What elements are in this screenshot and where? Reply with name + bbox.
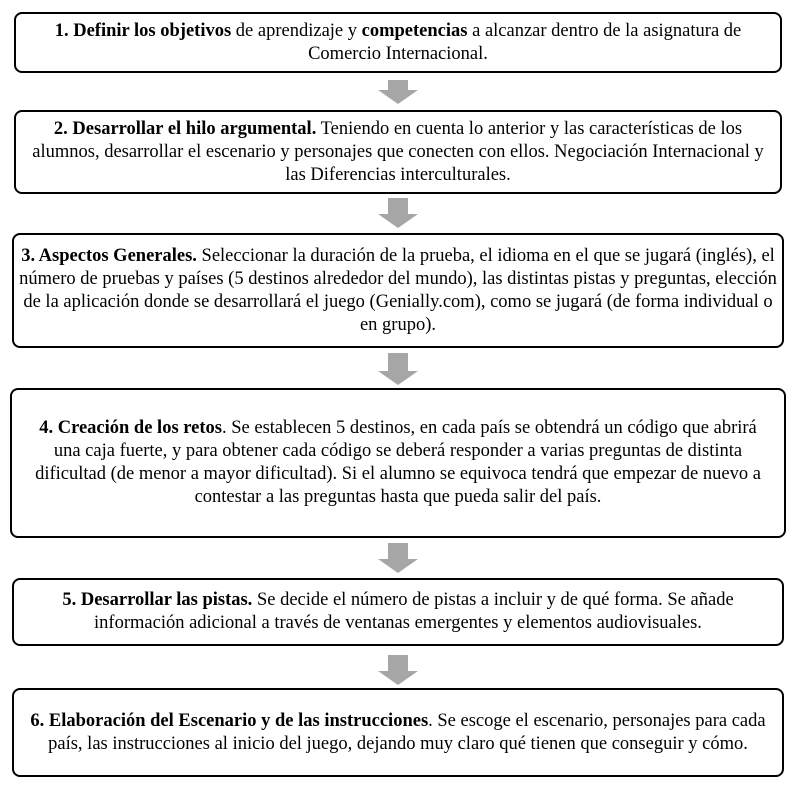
step-5-title: 5. Desarrollar las pistas. xyxy=(62,590,253,610)
step-5-body: Se decide el número de pistas a incluir y de qué forma. Se añade información adicional a través de ventanas emergentes y elementos audiovisuales. xyxy=(94,590,734,633)
step-4-body: . Se establecen 5 destinos, en cada país se obtendrá un código que abrirá una caja fuerte, y para obtener cada código se deberá responder a varias preguntas de distinta dificultad (de menor a mayor dificultad). Si el alumno se equivoca tendrá que empezar de nuevo a contestar a las preguntas hasta que pueda salir del país. xyxy=(35,418,761,507)
step-4-text xyxy=(32,417,764,509)
step-2-text xyxy=(24,118,772,187)
step-1-title: 1. Definir los objetivos xyxy=(54,20,232,41)
step-6-title: 6. Elaboración del Escenario y de las instrucciones xyxy=(30,710,429,731)
step-3-body: Seleccionar la duración de la prueba, el idioma en el que se jugará (inglés), el número de pruebas y países (5 destinos alrededor del mundo), las distintas pistas y preguntas, elección de la aplicación donde se desarrollará el juego (Genially.com), como se jugará (de forma individual o en grupo). xyxy=(19,245,777,335)
step-6-text xyxy=(28,710,768,756)
step-6-box xyxy=(12,688,784,777)
step-1-text xyxy=(46,20,750,66)
step-2-box xyxy=(14,110,782,194)
step-2-title: 2. Desarrollar el hilo argumental. xyxy=(53,118,317,139)
step-5-box xyxy=(12,578,784,646)
step-3-box xyxy=(12,233,784,348)
step-6-body: . Se escoge el escenario, personajes para cada país, las instrucciones al inicio del juego, dejando muy claro qué tienen que conseguir y cómo. xyxy=(48,710,766,754)
step-1-body: de aprendizaje y xyxy=(231,20,362,41)
step-3-text xyxy=(18,245,778,337)
step-3-title: 3. Aspectos Generales. xyxy=(21,245,197,266)
step-4-box xyxy=(10,388,786,538)
step-1-body-2: a alcanzar dentro de la asignatura de Comercio Internacional. xyxy=(308,20,742,64)
step-1-keyword: competencias xyxy=(361,20,468,41)
step-1-box xyxy=(14,12,782,73)
step-4-title: 4. Creación de los retos xyxy=(39,418,222,438)
step-5-text xyxy=(44,589,752,635)
step-2-body: Teniendo en cuenta lo anterior y las características de los alumnos, desarrollar el escenario y personajes que conecten con ellos. Negociación Internacional y las Diferencias interculturales. xyxy=(32,118,764,185)
